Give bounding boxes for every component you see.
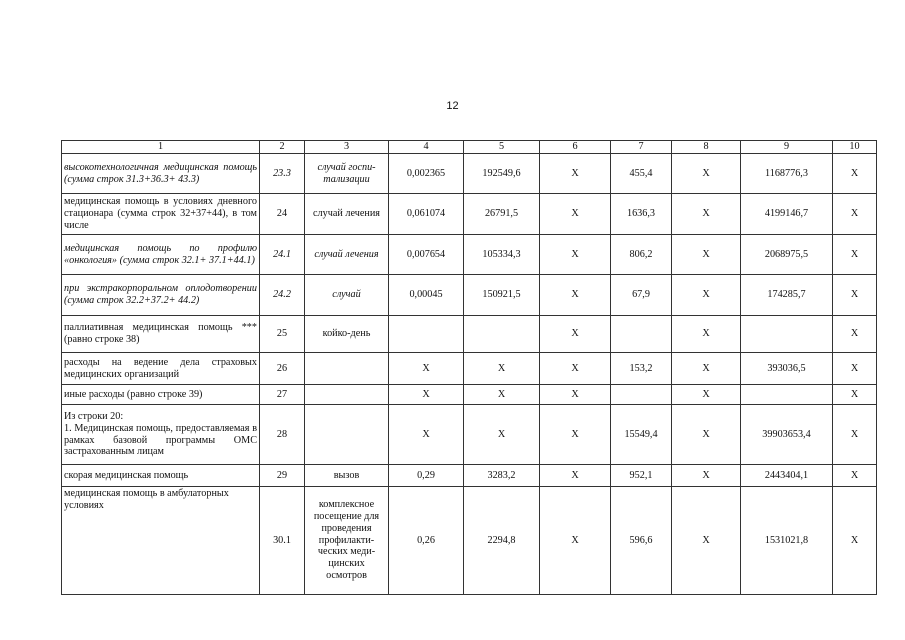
col9-cell xyxy=(741,385,833,405)
col6-cell: X xyxy=(540,353,611,385)
row-name-cell: Из строки 20: 1. Медицинская помощь, предоставляемая в рамках базовой программы ОМС застрахованным лицам xyxy=(62,405,260,465)
header-cell: 7 xyxy=(611,141,672,154)
col9-cell: 4199146,7 xyxy=(741,194,833,235)
col6-cell: X xyxy=(540,194,611,235)
col9-cell: 393036,5 xyxy=(741,353,833,385)
col6-cell: X xyxy=(540,275,611,316)
page-number: 12 xyxy=(446,100,459,112)
unit-cell: комплексное посещение для проведения профилакти-ческих меди-цинских осмотров xyxy=(305,487,389,595)
col6-cell: X xyxy=(540,465,611,487)
header-cell: 6 xyxy=(540,141,611,154)
volume-cell xyxy=(389,316,464,353)
col7-cell: 596,6 xyxy=(611,487,672,595)
col9-cell: 174285,7 xyxy=(741,275,833,316)
col10-cell: X xyxy=(833,353,877,385)
row-number-cell: 30.1 xyxy=(260,487,305,595)
unit-cell: случай госпи-тализации xyxy=(305,154,389,194)
row-name-cell: паллиативная медицинская помощь *** (равно строке 38) xyxy=(62,316,260,353)
row-number-cell: 27 xyxy=(260,385,305,405)
row-number-cell: 28 xyxy=(260,405,305,465)
col7-cell: 806,2 xyxy=(611,235,672,275)
row-number-cell: 24 xyxy=(260,194,305,235)
volume-cell: X xyxy=(389,353,464,385)
header-cell: 5 xyxy=(464,141,540,154)
col9-cell: 2068975,5 xyxy=(741,235,833,275)
col10-cell: X xyxy=(833,316,877,353)
row-name-cell: при экстракорпоральном оплодотворении (сумма строк 32.2+37.2+ 44.2) xyxy=(62,275,260,316)
col8-cell: X xyxy=(672,235,741,275)
col8-cell: X xyxy=(672,194,741,235)
volume-cell: 0,002365 xyxy=(389,154,464,194)
data-table xyxy=(61,140,877,595)
header-cell: 3 xyxy=(305,141,389,154)
row-name-cell: расходы на ведение дела страховых медицинских организаций xyxy=(62,353,260,385)
col10-cell: X xyxy=(833,487,877,595)
row-name-cell: медицинская помощь в условиях дневного стационара (сумма строк 32+37+44), в том числе xyxy=(62,194,260,235)
unit-cell xyxy=(305,405,389,465)
row-number-cell: 29 xyxy=(260,465,305,487)
cost-cell: X xyxy=(464,353,540,385)
col10-cell: X xyxy=(833,275,877,316)
col10-cell: X xyxy=(833,465,877,487)
unit-cell xyxy=(305,385,389,405)
unit-cell: случай лечения xyxy=(305,235,389,275)
col8-cell: X xyxy=(672,405,741,465)
unit-cell: случай xyxy=(305,275,389,316)
col10-cell: X xyxy=(833,194,877,235)
col7-cell xyxy=(611,316,672,353)
cost-cell: 2294,8 xyxy=(464,487,540,595)
cost-cell: 192549,6 xyxy=(464,154,540,194)
unit-cell xyxy=(305,353,389,385)
row-name-cell: скорая медицинская помощь xyxy=(62,465,260,487)
col9-cell: 2443404,1 xyxy=(741,465,833,487)
header-cell: 1 xyxy=(62,141,260,154)
volume-cell: X xyxy=(389,385,464,405)
col6-cell: X xyxy=(540,487,611,595)
table-row xyxy=(62,194,877,235)
volume-cell: X xyxy=(389,405,464,465)
unit-cell: вызов xyxy=(305,465,389,487)
col7-cell xyxy=(611,385,672,405)
col7-cell: 1636,3 xyxy=(611,194,672,235)
col6-cell: X xyxy=(540,154,611,194)
volume-cell: 0,061074 xyxy=(389,194,464,235)
header-cell: 2 xyxy=(260,141,305,154)
col9-cell xyxy=(741,316,833,353)
cost-cell xyxy=(464,316,540,353)
col8-cell: X xyxy=(672,385,741,405)
col6-cell: X xyxy=(540,235,611,275)
table-body xyxy=(62,141,877,595)
row-number-cell: 23.3 xyxy=(260,154,305,194)
row-name-cell: медицинская помощь в амбулаторных условиях xyxy=(62,487,260,595)
unit-cell: койко-день xyxy=(305,316,389,353)
table-row xyxy=(62,353,877,385)
col10-cell: X xyxy=(833,385,877,405)
table-row xyxy=(62,405,877,465)
cost-cell: 105334,3 xyxy=(464,235,540,275)
header-cell: 8 xyxy=(672,141,741,154)
table-row xyxy=(62,154,877,194)
col9-cell: 39903653,4 xyxy=(741,405,833,465)
table-row xyxy=(62,235,877,275)
col6-cell: X xyxy=(540,405,611,465)
col8-cell: X xyxy=(672,154,741,194)
col7-cell: 153,2 xyxy=(611,353,672,385)
col10-cell: X xyxy=(833,154,877,194)
header-cell: 4 xyxy=(389,141,464,154)
row-number-cell: 25 xyxy=(260,316,305,353)
row-number-cell: 24.2 xyxy=(260,275,305,316)
table-row xyxy=(62,316,877,353)
cost-cell: 26791,5 xyxy=(464,194,540,235)
cost-cell: 150921,5 xyxy=(464,275,540,316)
row-name-cell: иные расходы (равно строке 39) xyxy=(62,385,260,405)
row-number-cell: 24.1 xyxy=(260,235,305,275)
unit-cell: случай лечения xyxy=(305,194,389,235)
table-header-row xyxy=(62,141,877,154)
row-name-cell: высокотехнологичная медицинская помощь (сумма строк 31.3+36.3+ 43.3) xyxy=(62,154,260,194)
col7-cell: 455,4 xyxy=(611,154,672,194)
cost-cell: X xyxy=(464,405,540,465)
col8-cell: X xyxy=(672,316,741,353)
header-cell: 10 xyxy=(833,141,877,154)
volume-cell: 0,007654 xyxy=(389,235,464,275)
table-row xyxy=(62,385,877,405)
table-row xyxy=(62,275,877,316)
header-cell: 9 xyxy=(741,141,833,154)
volume-cell: 0,26 xyxy=(389,487,464,595)
col8-cell: X xyxy=(672,465,741,487)
col8-cell: X xyxy=(672,487,741,595)
col7-cell: 67,9 xyxy=(611,275,672,316)
volume-cell: 0,29 xyxy=(389,465,464,487)
col6-cell: X xyxy=(540,385,611,405)
col7-cell: 952,1 xyxy=(611,465,672,487)
volume-cell: 0,00045 xyxy=(389,275,464,316)
table-row xyxy=(62,487,877,595)
row-name-cell: медицинская помощь по профилю «онкология» (сумма строк 32.1+ 37.1+44.1) xyxy=(62,235,260,275)
col7-cell: 15549,4 xyxy=(611,405,672,465)
col10-cell: X xyxy=(833,235,877,275)
cost-cell: 3283,2 xyxy=(464,465,540,487)
col9-cell: 1168776,3 xyxy=(741,154,833,194)
cost-cell: X xyxy=(464,385,540,405)
col8-cell: X xyxy=(672,353,741,385)
table-row xyxy=(62,465,877,487)
col6-cell: X xyxy=(540,316,611,353)
col8-cell: X xyxy=(672,275,741,316)
row-number-cell: 26 xyxy=(260,353,305,385)
col10-cell: X xyxy=(833,405,877,465)
col9-cell: 1531021,8 xyxy=(741,487,833,595)
